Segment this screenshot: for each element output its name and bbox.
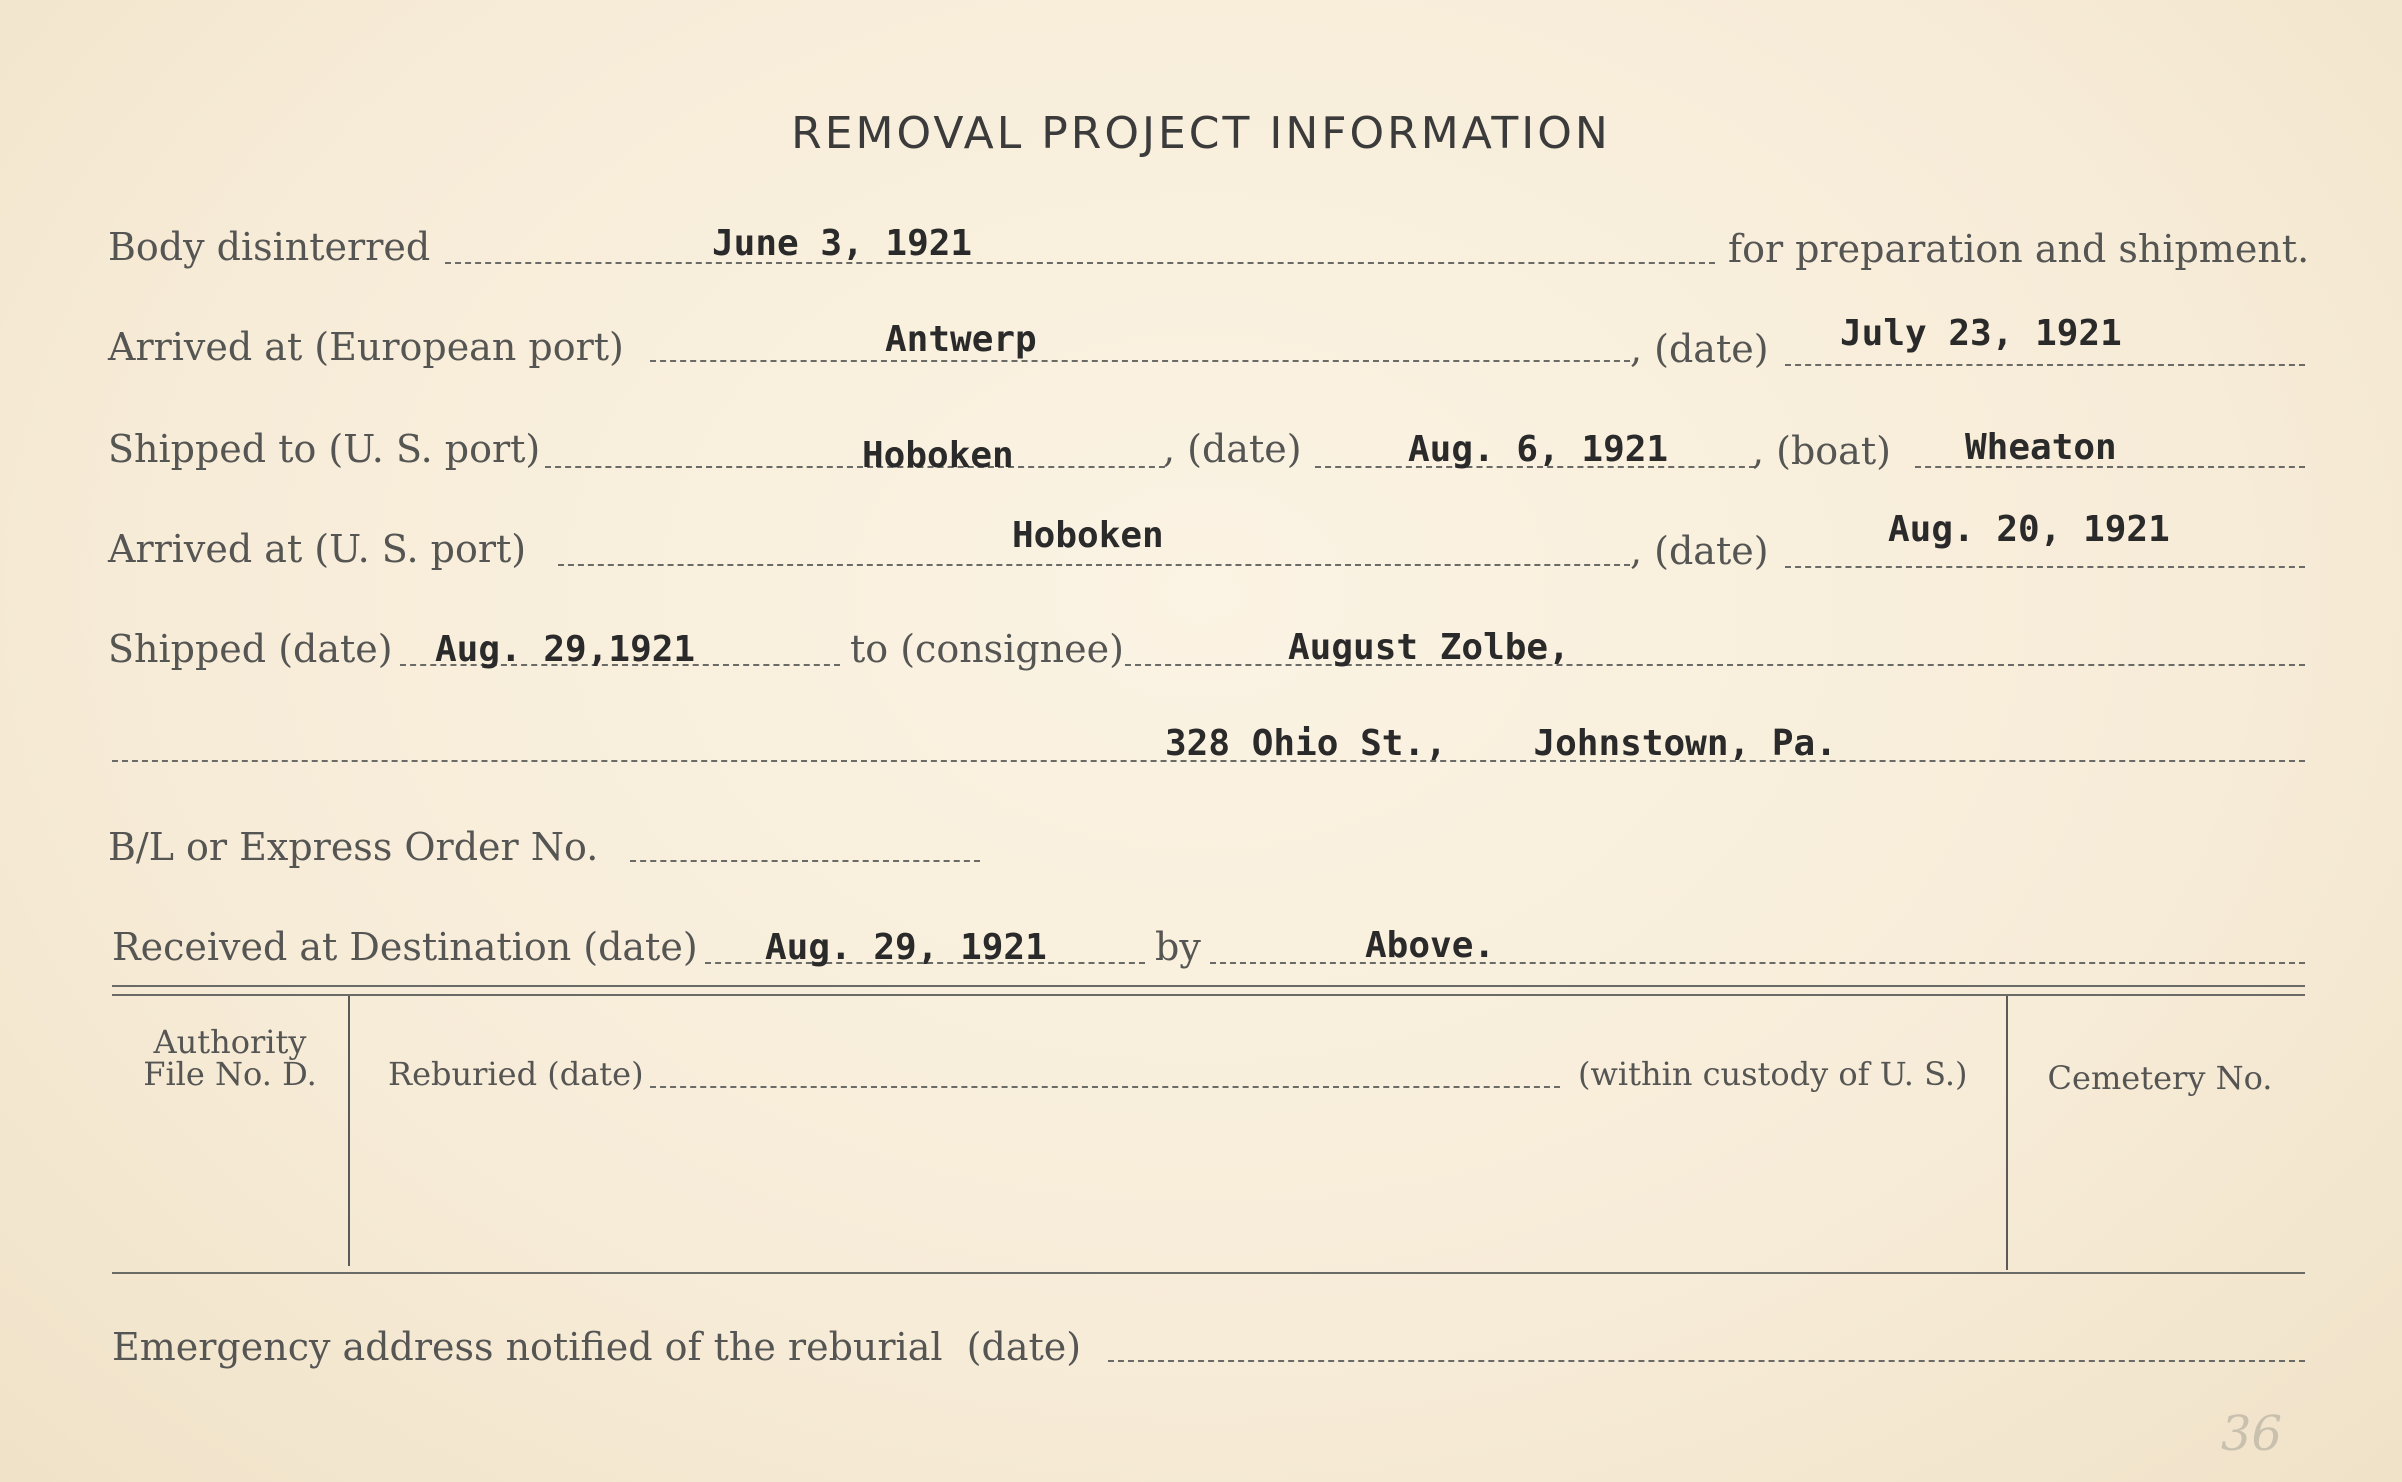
bl-label: B/L or Express Order No. [108, 825, 599, 869]
box-bottom-rule [112, 1272, 2305, 1274]
received-label: Received at Destination (date) [112, 925, 698, 969]
arrived-us-date: Aug. 20, 1921 [1888, 509, 2170, 550]
cemetery-label: Cemetery No. [2047, 1059, 2273, 1097]
authority-line-1: Authority [153, 1023, 307, 1061]
shipped-date-label: Shipped (date) [108, 627, 393, 671]
consignee-address: 328 Ohio St., Johnstown, Pa. [1165, 723, 1837, 764]
arrived-us-date-label: , (date) [1630, 529, 1769, 573]
consignee-value: August Zolbe, [1288, 627, 1570, 668]
arrived-us-date-line [1785, 566, 2305, 568]
body-disinterred-line [445, 262, 1715, 264]
reburied-line [650, 1086, 1560, 1088]
european-port-value: Antwerp [885, 319, 1037, 360]
body-disinterred-date: June 3, 1921 [712, 223, 973, 264]
consignee-label: to (consignee) [850, 627, 1124, 671]
authority-line-2: File No. D. [143, 1055, 317, 1093]
body-disinterred-label: Body disinterred [108, 225, 431, 269]
arrived-european-label: Arrived at (European port) [108, 325, 624, 369]
arrived-us-port: Hoboken [1012, 515, 1164, 556]
boat-value: Wheaton [1965, 427, 2117, 468]
preparation-suffix: for preparation and shipment. [1728, 227, 2310, 271]
arrived-european-date-label: , (date) [1630, 327, 1769, 371]
arrived-us-line [558, 564, 1630, 566]
card-title: REMOVAL PROJECT INFORMATION [791, 108, 1611, 159]
shipped-us-date: Aug. 6, 1921 [1408, 429, 1669, 470]
received-by-value: Above. [1365, 925, 1496, 966]
box-top-rule-2 [112, 994, 2305, 996]
reburied-label: Reburied (date) [388, 1055, 644, 1093]
box-divider-left [348, 996, 350, 1266]
box-top-rule-1 [112, 985, 2305, 987]
corner-pencil-note: 36 [2220, 1406, 2282, 1462]
arrived-european-date-line [1785, 364, 2305, 366]
received-by-label: by [1155, 925, 1201, 969]
boat-label: , (boat) [1752, 429, 1891, 473]
emergency-label: Emergency address notified of the reburial (date) [112, 1325, 1082, 1369]
bl-line [630, 860, 980, 862]
emergency-line [1108, 1360, 2305, 1362]
received-date-value: Aug. 29, 1921 [765, 927, 1047, 968]
shipped-date-value: Aug. 29,1921 [435, 629, 696, 670]
us-port-value: Hoboken [862, 435, 1014, 476]
arrived-us-label: Arrived at (U. S. port) [108, 527, 527, 571]
custody-label: (within custody of U. S.) [1578, 1055, 1968, 1093]
arrived-european-line [650, 360, 1630, 362]
shipped-us-date-label: , (date) [1163, 427, 1302, 471]
shipped-us-label: Shipped to (U. S. port) [108, 427, 541, 471]
box-divider-right [2006, 996, 2008, 1270]
shipped-us-port-line [545, 466, 1165, 468]
european-arrival-date: July 23, 1921 [1840, 313, 2122, 354]
